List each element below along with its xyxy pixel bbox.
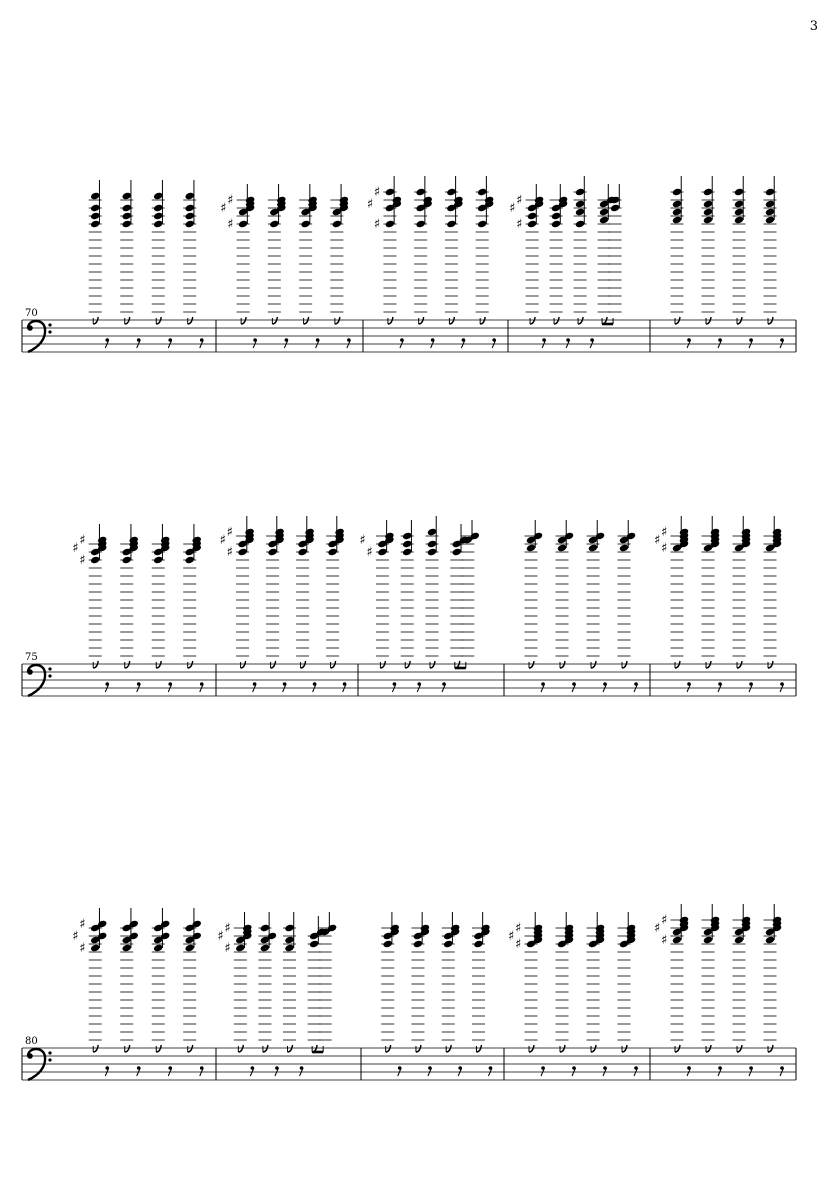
sharp-sign: ♯ — [79, 941, 86, 956]
note-head — [122, 220, 132, 229]
sharp-sign: ♯ — [661, 525, 668, 540]
bass-voice — [241, 317, 351, 348]
chord — [764, 176, 777, 312]
note-head — [402, 532, 412, 541]
voice-flag — [125, 661, 130, 668]
note-head — [385, 188, 395, 197]
note-head — [297, 548, 307, 557]
measure-number: 70 — [25, 308, 38, 319]
sharp-sign: ♯ — [516, 217, 523, 232]
bass-voice — [675, 661, 784, 692]
note-head — [300, 220, 310, 229]
note-head — [122, 556, 132, 565]
voice-flag — [622, 661, 627, 668]
note-head — [734, 200, 744, 209]
note-head — [185, 204, 195, 213]
chord — [381, 912, 400, 1040]
note-head — [332, 220, 342, 229]
sharp-sign: ♯ — [79, 533, 86, 548]
voice-flag — [335, 317, 340, 324]
chord — [654, 516, 689, 656]
voice-flag — [188, 317, 193, 324]
chord — [72, 908, 107, 1040]
voice-flag — [301, 661, 306, 668]
measure — [654, 904, 784, 1076]
voice-flag — [768, 1045, 773, 1052]
chord — [217, 912, 252, 1040]
note-head — [402, 540, 412, 549]
note-head — [427, 528, 437, 537]
note-head — [284, 936, 294, 945]
bass-voice — [241, 661, 347, 692]
voice-flag — [380, 661, 385, 668]
note-head — [377, 548, 387, 557]
measure — [220, 516, 347, 692]
note-head — [551, 212, 561, 221]
voice-flag — [125, 1045, 130, 1052]
note-head — [327, 548, 337, 557]
sharp-sign: ♯ — [72, 929, 79, 944]
voice-flag — [405, 661, 410, 668]
note-head — [765, 936, 775, 945]
note-head — [185, 944, 195, 953]
voice-flag — [675, 317, 680, 324]
voice-flag — [156, 661, 161, 668]
voice-flag — [446, 1045, 451, 1052]
note-head — [575, 208, 585, 217]
note-head — [734, 936, 744, 945]
note-head — [122, 212, 132, 221]
bass-clef — [27, 665, 51, 696]
voice-flag — [288, 1045, 293, 1052]
note-head — [588, 544, 598, 553]
voice-flag — [622, 1045, 627, 1052]
sharp-sign: ♯ — [79, 553, 86, 568]
note-head — [267, 548, 277, 557]
system-1 — [22, 176, 796, 352]
note-head — [599, 216, 609, 225]
sharp-sign: ♯ — [220, 201, 227, 216]
voice-flag — [476, 1045, 481, 1052]
note-head — [153, 220, 163, 229]
note-head — [427, 548, 437, 557]
note-head — [260, 944, 270, 953]
voice-flag — [188, 1045, 193, 1052]
chord — [359, 520, 394, 656]
sharp-sign: ♯ — [508, 929, 515, 944]
chord — [220, 516, 255, 656]
measure — [671, 176, 784, 348]
note-head — [122, 192, 132, 201]
note-head — [235, 944, 245, 953]
chord — [442, 912, 461, 1040]
chord — [702, 176, 715, 312]
note-head — [703, 216, 713, 225]
chord — [296, 516, 315, 656]
voice-flag — [578, 317, 583, 324]
note-head — [526, 544, 536, 553]
note-head — [452, 548, 462, 557]
chord — [426, 516, 439, 656]
note-head — [90, 556, 100, 565]
chord — [283, 912, 296, 1040]
note-head — [734, 208, 744, 217]
voice-flag — [480, 317, 485, 324]
note-head — [185, 220, 195, 229]
voice-flag — [388, 317, 393, 324]
voice-flag — [737, 661, 742, 668]
note-head — [153, 212, 163, 221]
sharp-sign: ♯ — [224, 921, 231, 936]
note-head — [90, 212, 100, 221]
chord — [152, 524, 171, 656]
chord — [445, 176, 464, 312]
chord — [72, 524, 107, 656]
voice-flag — [529, 1045, 534, 1052]
chord — [525, 520, 544, 656]
note-head — [551, 220, 561, 229]
voice-flag — [529, 661, 534, 668]
voice-flag — [125, 317, 130, 324]
voice-flag — [706, 317, 711, 324]
chord — [654, 904, 689, 1040]
voice-flag — [591, 661, 596, 668]
note-head — [672, 188, 682, 197]
note-head — [238, 220, 248, 229]
chord — [120, 180, 133, 312]
chord — [120, 524, 139, 656]
note-head — [90, 192, 100, 201]
chord — [183, 908, 202, 1040]
voice-flag — [304, 317, 309, 324]
sharp-sign: ♯ — [217, 929, 224, 944]
chord — [258, 912, 277, 1040]
note-head — [153, 204, 163, 213]
voice-flag — [241, 317, 246, 324]
note-head — [446, 220, 456, 229]
chord — [618, 912, 637, 1040]
measure — [359, 516, 480, 692]
chord — [120, 908, 139, 1040]
note-head — [385, 220, 395, 229]
note-head — [672, 208, 682, 217]
sharp-sign: ♯ — [373, 217, 381, 232]
sharp-sign: ♯ — [661, 541, 668, 556]
chord — [299, 184, 318, 312]
note-head — [473, 940, 483, 949]
sharp-sign: ♯ — [661, 913, 668, 928]
note-head — [734, 216, 744, 225]
chord — [556, 520, 575, 656]
page-number: 3 — [809, 19, 818, 34]
note-head — [122, 944, 132, 953]
chord — [89, 180, 102, 312]
bass-voice — [238, 1045, 323, 1076]
chord — [702, 516, 721, 656]
sharp-sign: ♯ — [227, 217, 234, 232]
sharp-sign: ♯ — [219, 533, 226, 548]
chord — [508, 912, 543, 1040]
measure — [381, 912, 492, 1076]
note-head — [477, 188, 487, 197]
note-head — [527, 220, 537, 229]
note-head — [415, 220, 425, 229]
note-head — [672, 216, 682, 225]
voice-flag — [591, 1045, 596, 1052]
chord — [411, 912, 430, 1040]
chord — [618, 520, 637, 656]
note-head — [90, 204, 100, 213]
note-head — [575, 220, 585, 229]
sharp-sign: ♯ — [654, 921, 661, 936]
note-head — [703, 200, 713, 209]
note-head — [443, 940, 453, 949]
note-head — [237, 548, 247, 557]
measure — [508, 912, 638, 1076]
chord — [183, 524, 202, 656]
note-head — [260, 924, 270, 933]
note-head — [703, 208, 713, 217]
note-head — [427, 540, 437, 549]
note-head — [185, 556, 195, 565]
note-head — [765, 200, 775, 209]
note-head — [703, 188, 713, 197]
sharp-sign: ♯ — [373, 185, 381, 200]
bass-voice — [675, 1045, 784, 1076]
system-2 — [22, 516, 796, 696]
voice-flag — [416, 1045, 421, 1052]
measure — [367, 176, 496, 348]
bass-voice — [529, 661, 638, 692]
sharp-sign: ♯ — [366, 545, 373, 560]
note-head — [269, 220, 279, 229]
voice-flag — [560, 1045, 565, 1052]
chord — [268, 184, 287, 312]
measure — [89, 180, 204, 348]
voice-flag — [238, 1045, 243, 1052]
note-head — [185, 192, 195, 201]
voice-flag — [449, 317, 454, 324]
sharp-sign: ♯ — [515, 937, 522, 952]
note-head — [153, 944, 163, 953]
chord — [733, 176, 746, 312]
measure-number: 75 — [25, 652, 38, 663]
measure — [654, 516, 784, 692]
note-head — [734, 188, 744, 197]
voice-flag — [93, 317, 98, 324]
chord — [152, 908, 171, 1040]
chord — [671, 176, 684, 312]
note-head — [383, 940, 393, 949]
note-head — [90, 220, 100, 229]
chord — [509, 184, 544, 312]
voice-flag — [93, 1045, 98, 1052]
chord — [764, 516, 783, 656]
note-head — [527, 212, 537, 221]
note-head — [185, 212, 195, 221]
chord — [330, 184, 349, 312]
voice-flag — [156, 1045, 161, 1052]
sharp-sign: ♯ — [654, 533, 661, 548]
note-head — [765, 208, 775, 217]
bass-voice — [388, 317, 496, 348]
voice-flag — [272, 317, 277, 324]
sharp-sign: ♯ — [227, 193, 234, 208]
chord — [414, 176, 433, 312]
note-head — [284, 924, 294, 933]
chord — [733, 904, 752, 1040]
voice-flag — [241, 661, 246, 668]
bass-voice — [529, 1045, 638, 1076]
measure — [509, 176, 622, 348]
note-head — [309, 940, 319, 949]
chord — [401, 520, 414, 656]
note-head — [477, 220, 487, 229]
note-head — [557, 544, 567, 553]
sharp-sign: ♯ — [515, 921, 522, 936]
chord — [702, 904, 721, 1040]
note-head — [153, 556, 163, 565]
voice-flag — [675, 661, 680, 668]
sharp-sign: ♯ — [226, 525, 233, 540]
note-head — [619, 544, 629, 553]
voice-flag — [419, 317, 424, 324]
voice-flag — [156, 317, 161, 324]
note-head — [703, 936, 713, 945]
voice-flag — [737, 317, 742, 324]
bass-clef — [27, 321, 51, 352]
voice-flag — [271, 661, 276, 668]
voice-flag — [554, 317, 559, 324]
voice-flag — [530, 317, 535, 324]
measure — [525, 520, 638, 692]
measure — [72, 524, 203, 692]
measure-number: 80 — [25, 1036, 38, 1047]
sharp-sign: ♯ — [366, 197, 374, 212]
sharp-sign: ♯ — [226, 545, 233, 560]
bass-voice — [93, 317, 203, 348]
chord — [476, 176, 495, 312]
chord — [733, 516, 752, 656]
note-head — [765, 216, 775, 225]
note-head — [610, 204, 620, 213]
system-3 — [22, 904, 796, 1080]
note-head — [415, 188, 425, 197]
chord — [574, 176, 587, 312]
voice-flag — [331, 661, 336, 668]
bass-voice — [380, 661, 465, 692]
voice-flag — [430, 661, 435, 668]
voice-flag — [386, 1045, 391, 1052]
chord — [764, 904, 783, 1040]
chord — [326, 516, 345, 656]
voice-flag — [768, 661, 773, 668]
chord — [220, 184, 255, 312]
voice-flag — [188, 661, 193, 668]
voice-flag — [706, 1045, 711, 1052]
voice-flag — [706, 661, 711, 668]
sharp-sign: ♯ — [359, 533, 366, 548]
note-head — [575, 200, 585, 209]
bass-clef — [27, 1049, 51, 1080]
voice-flag — [737, 1045, 742, 1052]
chord — [587, 912, 606, 1040]
note-head — [153, 192, 163, 201]
chord — [367, 176, 402, 312]
sharp-sign: ♯ — [72, 541, 79, 556]
score-systems — [22, 176, 796, 1080]
voice-flag — [93, 661, 98, 668]
chord — [587, 520, 606, 656]
bass-voice — [530, 317, 613, 348]
voice-flag — [560, 661, 565, 668]
sharp-sign: ♯ — [79, 917, 86, 932]
measure — [72, 908, 203, 1076]
bass-voice — [675, 317, 784, 348]
chord — [461, 520, 480, 656]
bass-voice — [93, 1045, 203, 1076]
note-head — [402, 548, 412, 557]
note-head — [90, 944, 100, 953]
voice-flag — [675, 1045, 680, 1052]
note-head — [672, 200, 682, 209]
note-head — [413, 940, 423, 949]
chord — [319, 912, 338, 1040]
voice-flag — [263, 1045, 268, 1052]
voice-flag — [768, 317, 773, 324]
bass-voice — [386, 1045, 493, 1076]
note-head — [672, 936, 682, 945]
chord — [472, 912, 491, 1040]
sharp-sign: ♯ — [516, 193, 523, 208]
chord — [550, 184, 569, 312]
measure — [217, 912, 337, 1076]
bass-voice — [93, 661, 203, 692]
sharp-sign: ♯ — [224, 941, 231, 956]
note-head — [284, 944, 294, 953]
chord — [183, 180, 196, 312]
chord — [266, 516, 285, 656]
sharp-sign: ♯ — [661, 933, 668, 948]
chord — [556, 912, 575, 1040]
note-head — [446, 188, 456, 197]
note-head — [599, 208, 609, 217]
note-head — [765, 188, 775, 197]
measure — [220, 184, 351, 348]
note-head — [122, 204, 132, 213]
sharp-sign: ♯ — [509, 201, 516, 216]
chord — [152, 180, 165, 312]
note-head — [575, 188, 585, 197]
